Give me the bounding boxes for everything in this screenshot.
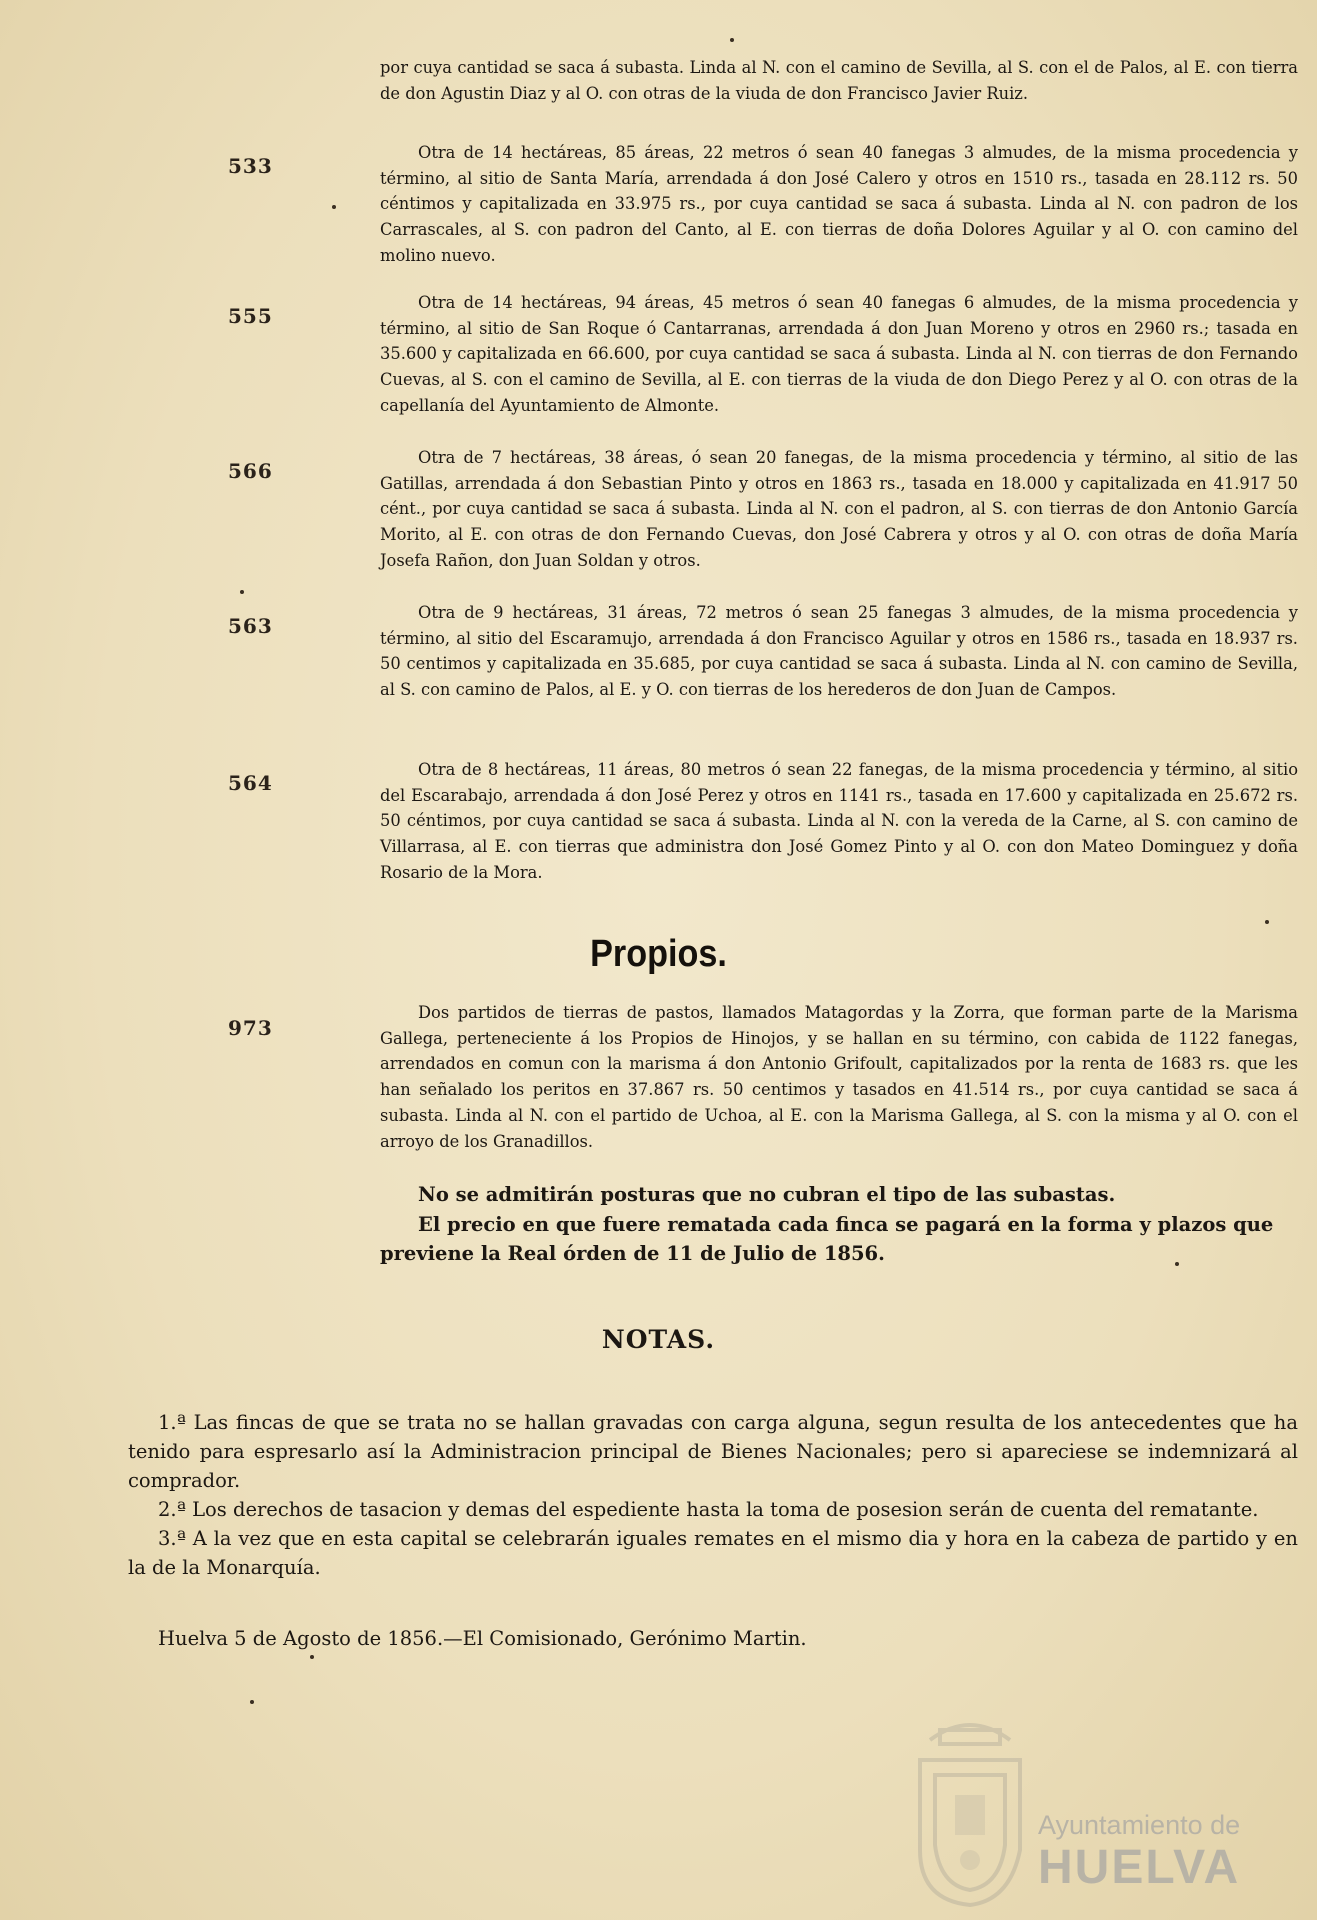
paper-speck bbox=[310, 1655, 314, 1659]
watermark-text-line1: Ayuntamiento de bbox=[1038, 1810, 1241, 1840]
entry-text: Dos partidos de tierras de pastos, llamados Matagordas y la Zorra, que forman parte de la Marisma Gallega, perteneciente á los Propios de Hinojos, y se hallan en su término, con cabida de 1122 fanegas, arrendados en comun con la marisma á don Antonio Grifoult, capitalizados por la renta de 1683 rs. que les han señalado los peritos en 37.867 rs. 50 centimos y tasados en 41.514 rs., por cuya cantidad se saca á subasta. Linda al N. con el partido de Uchoa, al E. con la Marisma Gallega, al S. con la misma y al O. con el arroyo de los Granadillos. bbox=[380, 1003, 1298, 1151]
section-heading-propios: Propios. bbox=[590, 933, 727, 975]
lot-number: 555 bbox=[228, 304, 273, 328]
note-item: 3.ª A la vez que en esta capital se celebrarán iguales remates en el mismo dia y hora en la cabeza de partido y en la de la Monarquía. bbox=[128, 1527, 1298, 1579]
entry-text: Otra de 14 hectáreas, 85 áreas, 22 metros ó sean 40 fanegas 3 almudes, de la misma procedencia y término, al sitio de Santa María, arrendada á don José Calero y otros en 1510 rs., tasada en 28.112 rs. 50 céntimos y capitalizada en 33.975 rs., por cuya cantidad se saca á subasta. Linda al N. con padron de los Carrascales, al S. con padron del Canto, al E. con tierras de doña Dolores Aguilar y al O. con camino del molino nuevo. bbox=[380, 143, 1298, 265]
entry-text: Otra de 14 hectáreas, 94 áreas, 45 metros ó sean 40 fanegas 6 almudes, de la misma procedencia y término, al sitio de San Roque ó Cantarranas, arrendada á don Juan Moreno y otros en 2960 rs.; tasada en 35.600 y capitalizada en 66.600, por cuya cantidad se saca á subasta. Linda al N. con tierras de don Fernando Cuevas, al S. con el camino de Sevilla, al E. con tierras de la viuda de don Diego Perez y al O. con otras de la capellanía del Ayuntamiento de Almonte. bbox=[380, 293, 1298, 415]
closing-line-1: No se admitirán posturas que no cubran el tipo de las subastas. bbox=[418, 1183, 1116, 1206]
section-heading-notas: NOTAS. bbox=[601, 1325, 716, 1354]
note-item: 1.ª Las fincas de que se trata no se hallan gravadas con carga alguna, segun resulta de los antecedentes que ha tenido para espresarlo así la Administracion principal de Bienes Nacionales; pero si apareciese se indemnizará al comprador. bbox=[128, 1411, 1298, 1492]
closing-line-2: El precio en que fuere rematada cada finca se pagará en la forma y plazos que previene la Real órden de 11 de Julio de 1856. bbox=[380, 1213, 1274, 1265]
lot-number: 533 bbox=[228, 154, 273, 178]
entry-text: por cuya cantidad se saca á subasta. Linda al N. con el camino de Sevilla, al S. con el de Palos, al E. con tierra de don Agustin Diaz y al O. con otras de la viuda de don Francisco Javier Ruiz. bbox=[380, 58, 1298, 103]
note-item: 2.ª Los derechos de tasacion y demas del espediente hasta la toma de posesion serán de cuenta del rematante. bbox=[158, 1498, 1259, 1521]
paper-speck bbox=[730, 38, 734, 42]
lot-number: 563 bbox=[228, 614, 273, 638]
lot-number: 564 bbox=[228, 771, 273, 795]
paper-speck bbox=[250, 1700, 254, 1704]
paper-speck bbox=[332, 205, 336, 209]
watermark-text-line2: HUELVA bbox=[1038, 1841, 1241, 1894]
entry-text: Otra de 9 hectáreas, 31 áreas, 72 metros ó sean 25 fanegas 3 almudes, de la misma procedencia y término, al sitio del Escaramujo, arrendada á don Francisco Aguilar y otros en 1586 rs., tasada en 18.937 rs. 50 centimos y capitalizada en 35.685, por cuya cantidad se saca á subasta. Linda al N. con camino de Sevilla, al S. con camino de Palos, al E. y O. con tierras de los herederos de don Juan de Campos. bbox=[380, 603, 1298, 700]
paper-speck bbox=[1265, 920, 1269, 924]
signature-line: Huelva 5 de Agosto de 1856.—El Comisionado, Gerónimo Martin. bbox=[158, 1627, 807, 1650]
notes-list bbox=[128, 1408, 1298, 1582]
lot-number: 566 bbox=[228, 459, 273, 483]
entry-text: Otra de 7 hectáreas, 38 áreas, ó sean 20 fanegas, de la misma procedencia y término, al sitio de las Gatillas, arrendada á don Sebastian Pinto y otros en 1863 rs., tasada en 18.000 y capitalizada en 41.917 50 cént., por cuya cantidad se saca á subasta. Linda al N. con el padron, al S. con tierras de don Antonio García Morito, al E. con otras de don Fernando Cuevas, don José Cabrera y otros y al O. con otras de doña María Josefa Rañon, don Juan Soldan y otros. bbox=[380, 448, 1298, 570]
lot-number: 973 bbox=[228, 1016, 273, 1040]
paper-speck bbox=[1175, 1262, 1179, 1266]
entry-text: Otra de 8 hectáreas, 11 áreas, 80 metros ó sean 22 fanegas, de la misma procedencia y término, al sitio del Escarabajo, arrendada á don José Perez y otros en 1141 rs., tasada en 17.600 y capitalizada en 25.672 rs. 50 céntimos, por cuya cantidad se saca á subasta. Linda al N. con la vereda de la Carne, al S. con camino de Villarrasa, al E. con tierras que administra don José Gomez Pinto y al O. con don Mateo Dominguez y doña Rosario de la Mora. bbox=[380, 760, 1298, 882]
paper-speck bbox=[240, 590, 244, 594]
